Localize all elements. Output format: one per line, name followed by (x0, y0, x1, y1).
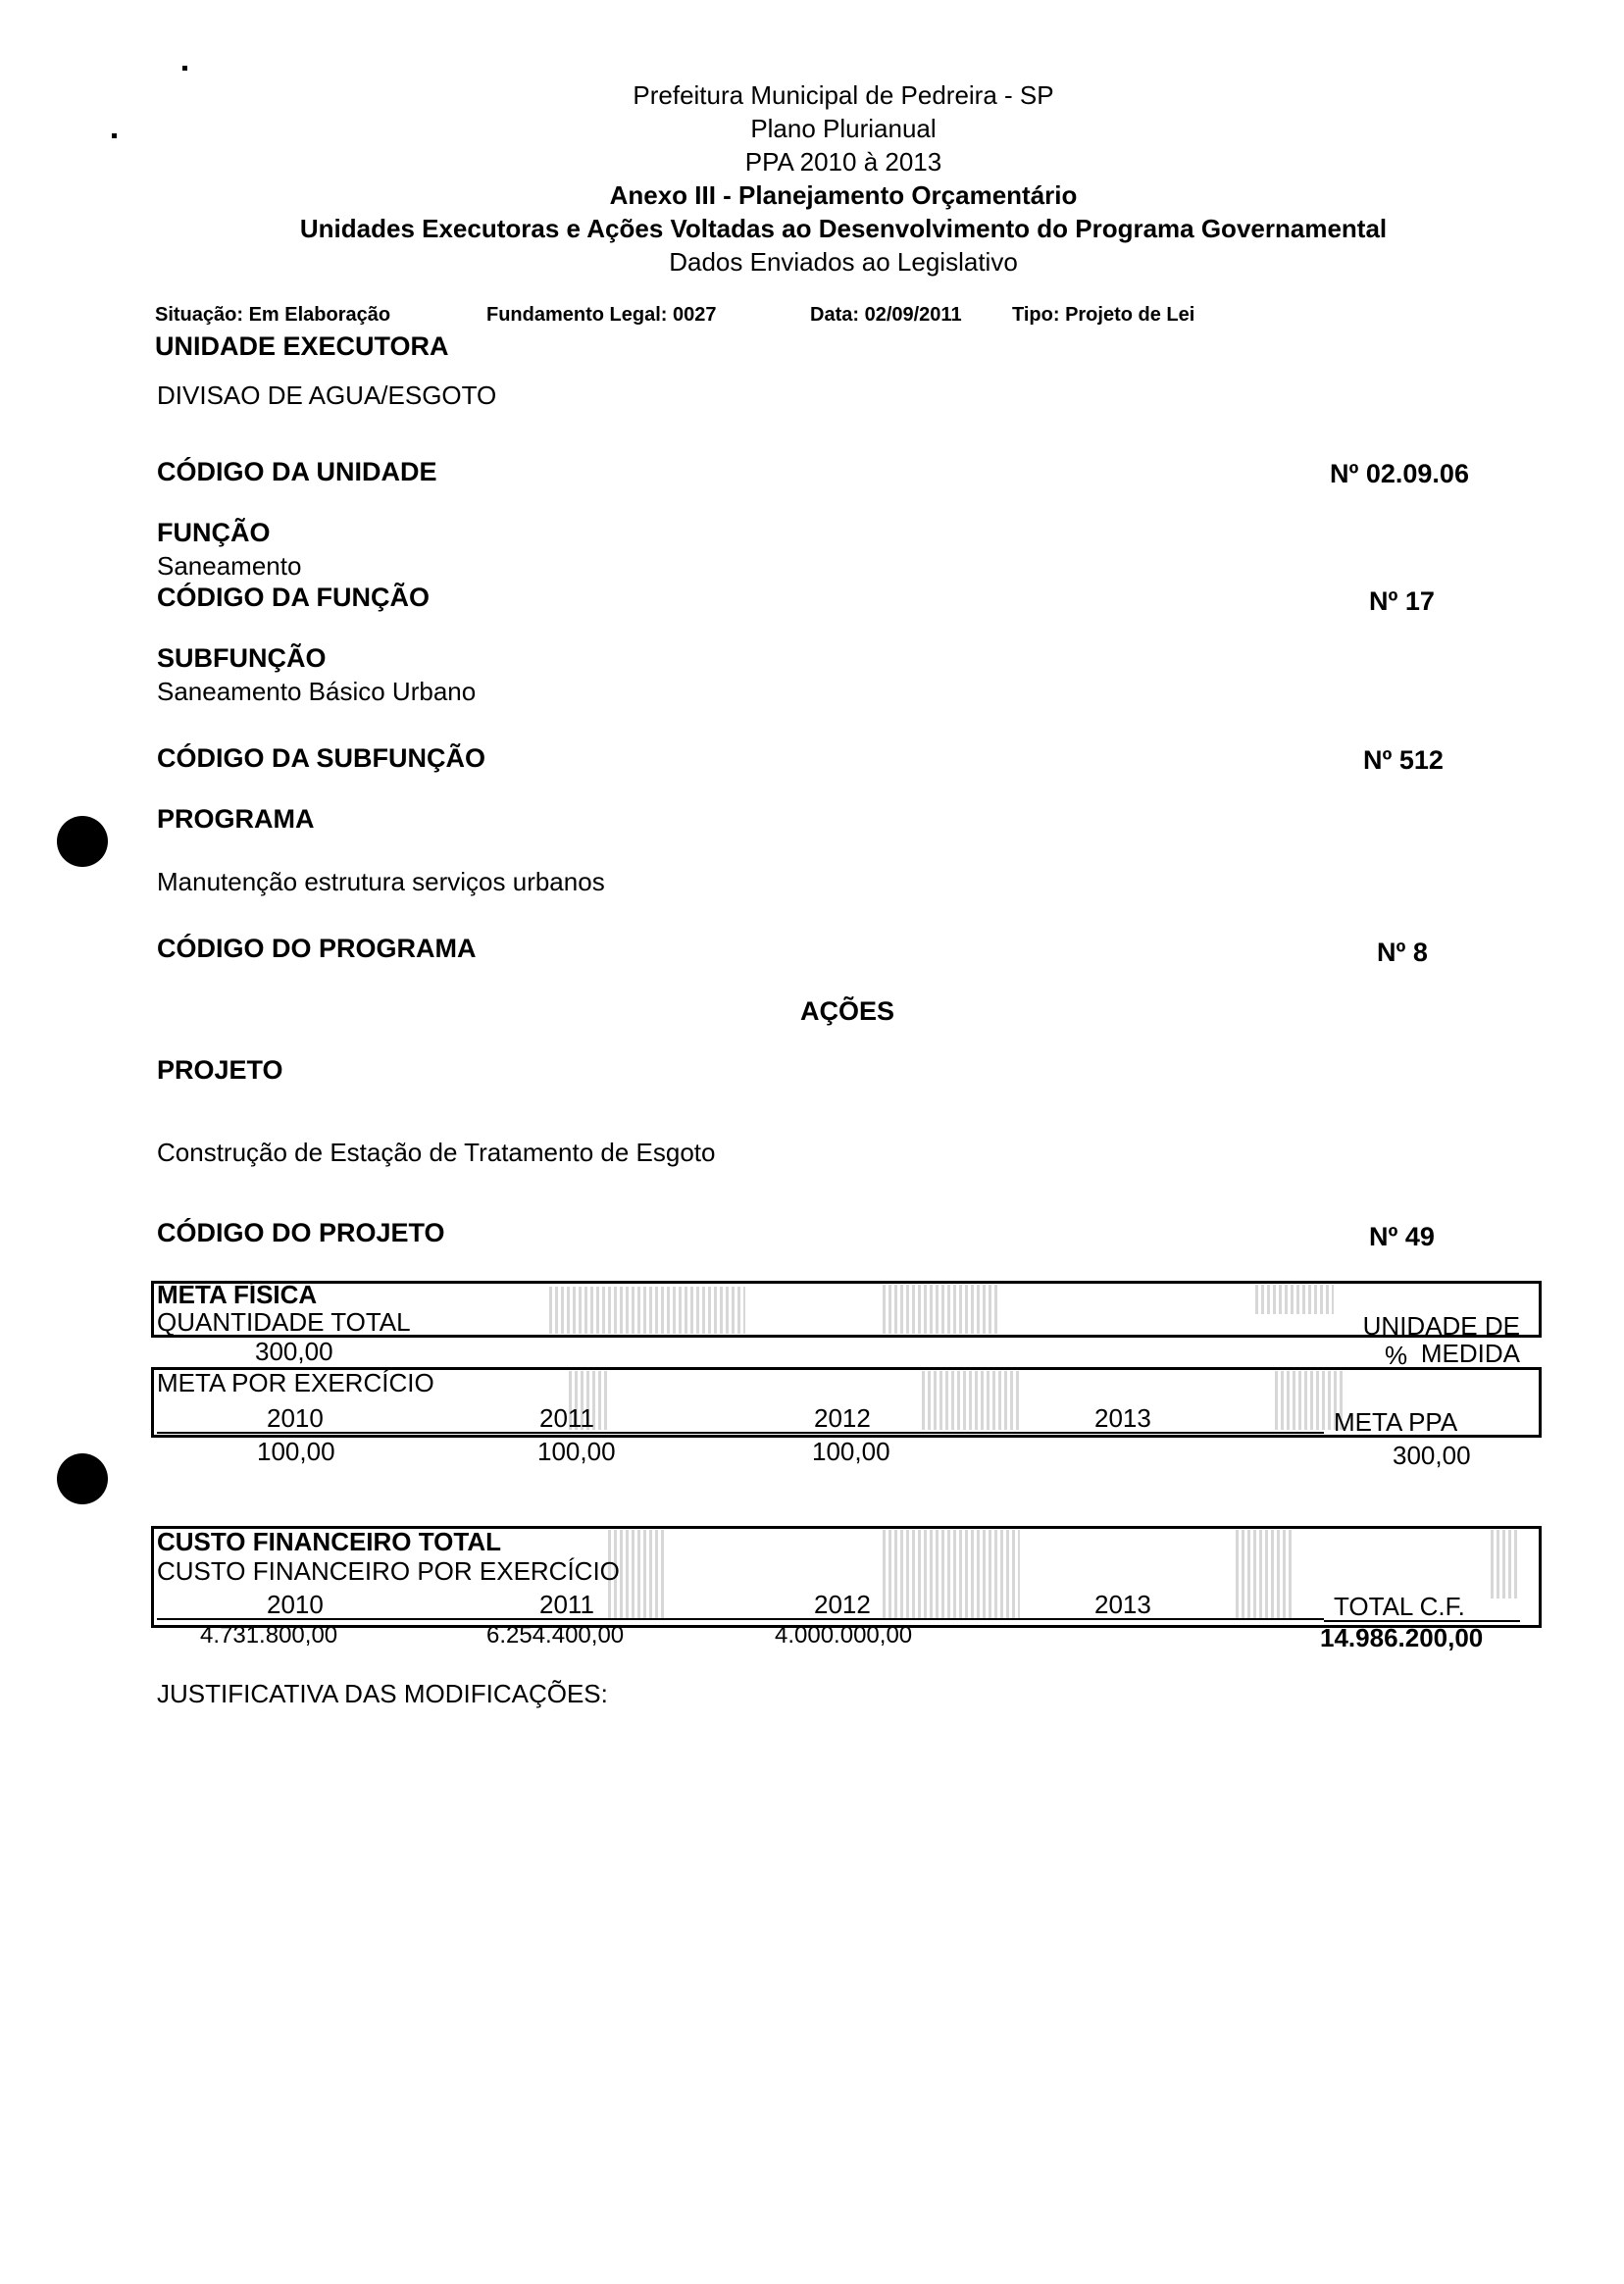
meta-fisica-title: META FÍSICA (157, 1280, 318, 1309)
header-period: PPA 2010 à 2013 (744, 147, 942, 177)
codigo-unidade-value: Nº 02.09.06 (1330, 459, 1469, 488)
codigo-programa-label: CÓDIGO DO PROGRAMA (157, 934, 477, 963)
quantidade-total-label: QUANTIDADE TOTAL (157, 1308, 569, 1338)
unidade-executora-label: UNIDADE EXECUTORA (155, 331, 449, 361)
codigo-projeto-label: CÓDIGO DO PROJETO (157, 1218, 445, 1247)
funcao-label: FUNÇÃO (157, 518, 271, 547)
funcao-value: Saneamento (157, 551, 302, 581)
custo-value-2011: 6.254.400,00 (486, 1622, 625, 1649)
header-subtitle: Unidades Executoras e Ações Voltadas ao Desenvolvimento do Programa Governamental (299, 214, 1388, 243)
codigo-funcao-label: CÓDIGO DA FUNÇÃO (157, 583, 430, 612)
meta-data: Data: 02/09/2011 (810, 304, 962, 326)
meta-ppa-value: 300,00 (1393, 1441, 1471, 1470)
scan-speck (182, 66, 187, 71)
codigo-unidade-label: CÓDIGO DA UNIDADE (157, 457, 437, 486)
meta-fundamento: Fundamento Legal: 0027 (486, 304, 717, 326)
projeto-value: Construção de Estação de Tratamento de Esgoto (157, 1138, 716, 1167)
scan-noise (883, 1285, 1000, 1334)
meta-value-2010: 100,00 (257, 1437, 335, 1466)
codigo-programa-value: Nº 8 (1377, 938, 1428, 967)
scan-noise (1255, 1285, 1334, 1314)
total-cf-value: 14.986.200,00 (1320, 1623, 1484, 1652)
custo-value-2012: 4.000.000,00 (775, 1622, 913, 1649)
scan-noise (1491, 1530, 1520, 1599)
custo-value-2010: 4.731.800,00 (200, 1622, 338, 1649)
meta-tipo: Tipo: Projeto de Lei (1012, 304, 1195, 326)
codigo-funcao-value: Nº 17 (1369, 586, 1435, 616)
codigo-subfuncao-value: Nº 512 (1363, 745, 1444, 775)
custo-financeiro-title: CUSTO FINANCEIRO TOTAL (157, 1527, 501, 1556)
punch-hole (57, 1453, 108, 1504)
meta-year-2012: 2012 (814, 1404, 1089, 1434)
header-annex: Anexo III - Planejamento Orçamentário (609, 180, 1078, 210)
projeto-label: PROJETO (157, 1055, 283, 1085)
unidade-medida-value: % (1385, 1341, 1408, 1370)
meta-exercicio-title: META POR EXERCÍCIO (157, 1368, 434, 1397)
header-municipality: Prefeitura Municipal de Pedreira - SP (633, 80, 1054, 110)
subfuncao-label: SUBFUNÇÃO (157, 643, 327, 673)
scan-noise (549, 1287, 745, 1334)
meta-year-2011: 2011 (539, 1404, 814, 1434)
meta-ppa-label: META PPA (1324, 1408, 1520, 1438)
header-plan: Plano Plurianual (750, 114, 937, 143)
codigo-projeto-value: Nº 49 (1369, 1222, 1435, 1251)
punch-hole (57, 816, 108, 867)
acoes-heading: AÇÕES (800, 996, 895, 1026)
total-cf-label: TOTAL C.F. (1324, 1593, 1520, 1622)
header-status: Dados Enviados ao Legislativo (669, 247, 1018, 277)
custo-year-2010: 2010 (157, 1591, 539, 1620)
custo-exercicio-title: CUSTO FINANCEIRO POR EXERCÍCIO (157, 1556, 620, 1586)
meta-year-2013: 2013 (1089, 1404, 1324, 1434)
subfuncao-value: Saneamento Básico Urbano (157, 677, 477, 706)
unidade-medida-label: UNIDADE DE MEDIDA (1265, 1312, 1520, 1369)
meta-year-2010: 2010 (157, 1404, 539, 1434)
meta-value-2012: 100,00 (812, 1437, 890, 1466)
programa-value: Manutenção estrutura serviços urbanos (157, 867, 605, 896)
unidade-executora-value: DIVISAO DE AGUA/ESGOTO (157, 381, 497, 410)
meta-situacao: Situação: Em Elaboração (155, 304, 391, 326)
custo-year-2012: 2012 (814, 1591, 1089, 1620)
custo-year-2011: 2011 (539, 1591, 814, 1620)
programa-label: PROGRAMA (157, 804, 315, 834)
quantidade-total-value: 300,00 (255, 1337, 333, 1366)
justificativa-label: JUSTIFICATIVA DAS MODIFICAÇÕES: (157, 1679, 608, 1708)
codigo-subfuncao-label: CÓDIGO DA SUBFUNÇÃO (157, 743, 485, 773)
custo-year-2013: 2013 (1089, 1591, 1324, 1620)
meta-value-2011: 100,00 (537, 1437, 616, 1466)
